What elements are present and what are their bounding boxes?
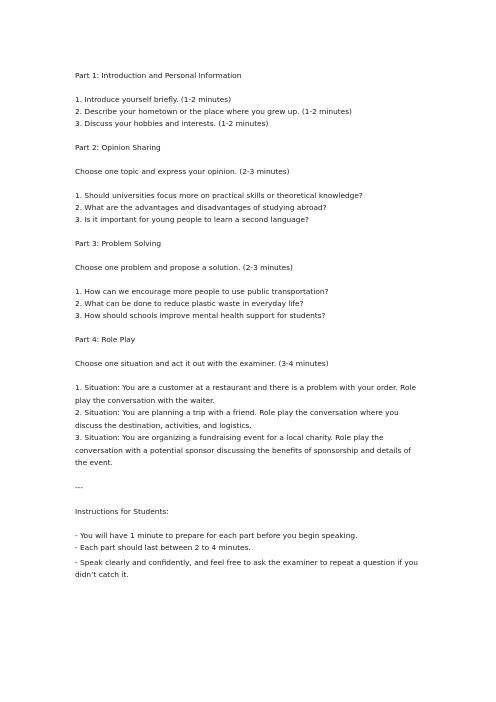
part1-item: 3. Discuss your hobbies and interests. (1-2 minutes) bbox=[75, 119, 269, 128]
part4-heading: Part 4: Role Play bbox=[75, 335, 136, 344]
separator: --- bbox=[75, 482, 84, 492]
part4-item: 2. Situation: You are planning a trip with a friend. Role play the conversation where you discuss the destination, activities, and logistics. bbox=[75, 408, 402, 430]
part2-heading: Part 2: Opinion Sharing bbox=[75, 143, 161, 152]
part3-item: 1. How can we encourage more people to use public transportation? bbox=[75, 287, 329, 296]
part4-item: 1. Situation: You are a customer at a restaurant and there is a problem with your order. Role play the conversation with the waiter. bbox=[75, 383, 419, 405]
part4-instruction: Choose one situation and act it out with the examiner. (3-4 minutes) bbox=[75, 359, 329, 368]
part3-item: 2. What can be done to reduce plastic waste in everyday life? bbox=[75, 299, 304, 308]
instructions-item: - Each part should last between 2 to 4 minutes. bbox=[75, 542, 251, 552]
instructions-item: - You will have 1 minute to prepare for each part before you begin speaking. bbox=[75, 530, 358, 540]
part3-heading: Part 3: Problem Solving bbox=[75, 239, 162, 248]
part4-item: 3. Situation: You are organizing a fundraising event for a local charity. Role play the conversation with a potential sponsor discussing the benefits of sponsorship and details of the event. bbox=[75, 433, 414, 467]
part1-heading: Part 1: Introduction and Personal Information bbox=[75, 71, 242, 80]
part3-instruction: Choose one problem and propose a solution. (2-3 minutes) bbox=[75, 263, 293, 272]
part2-item: 1. Should universities focus more on practical skills or theoretical knowledge? bbox=[75, 191, 363, 200]
part1-item: 2. Describe your hometown or the place where you grew up. (1-2 minutes) bbox=[75, 107, 352, 116]
document-page bbox=[75, 70, 425, 582]
part2-item: 3. Is it important for young people to learn a second language? bbox=[75, 215, 309, 224]
part2-instruction: Choose one topic and express your opinion. (2-3 minutes) bbox=[75, 167, 290, 176]
part3-item: 3. How should schools improve mental health support for students? bbox=[75, 311, 326, 320]
instructions-heading: Instructions for Students: bbox=[75, 506, 169, 516]
part2-item: 2. What are the advantages and disadvantages of studying abroad? bbox=[75, 203, 327, 212]
part1-item: 1. Introduce yourself briefly. (1-2 minutes) bbox=[75, 95, 232, 104]
instructions-item: - Speak clearly and confidently, and feel free to ask the examiner to repeat a question if you didn’t catch it. bbox=[75, 557, 421, 579]
